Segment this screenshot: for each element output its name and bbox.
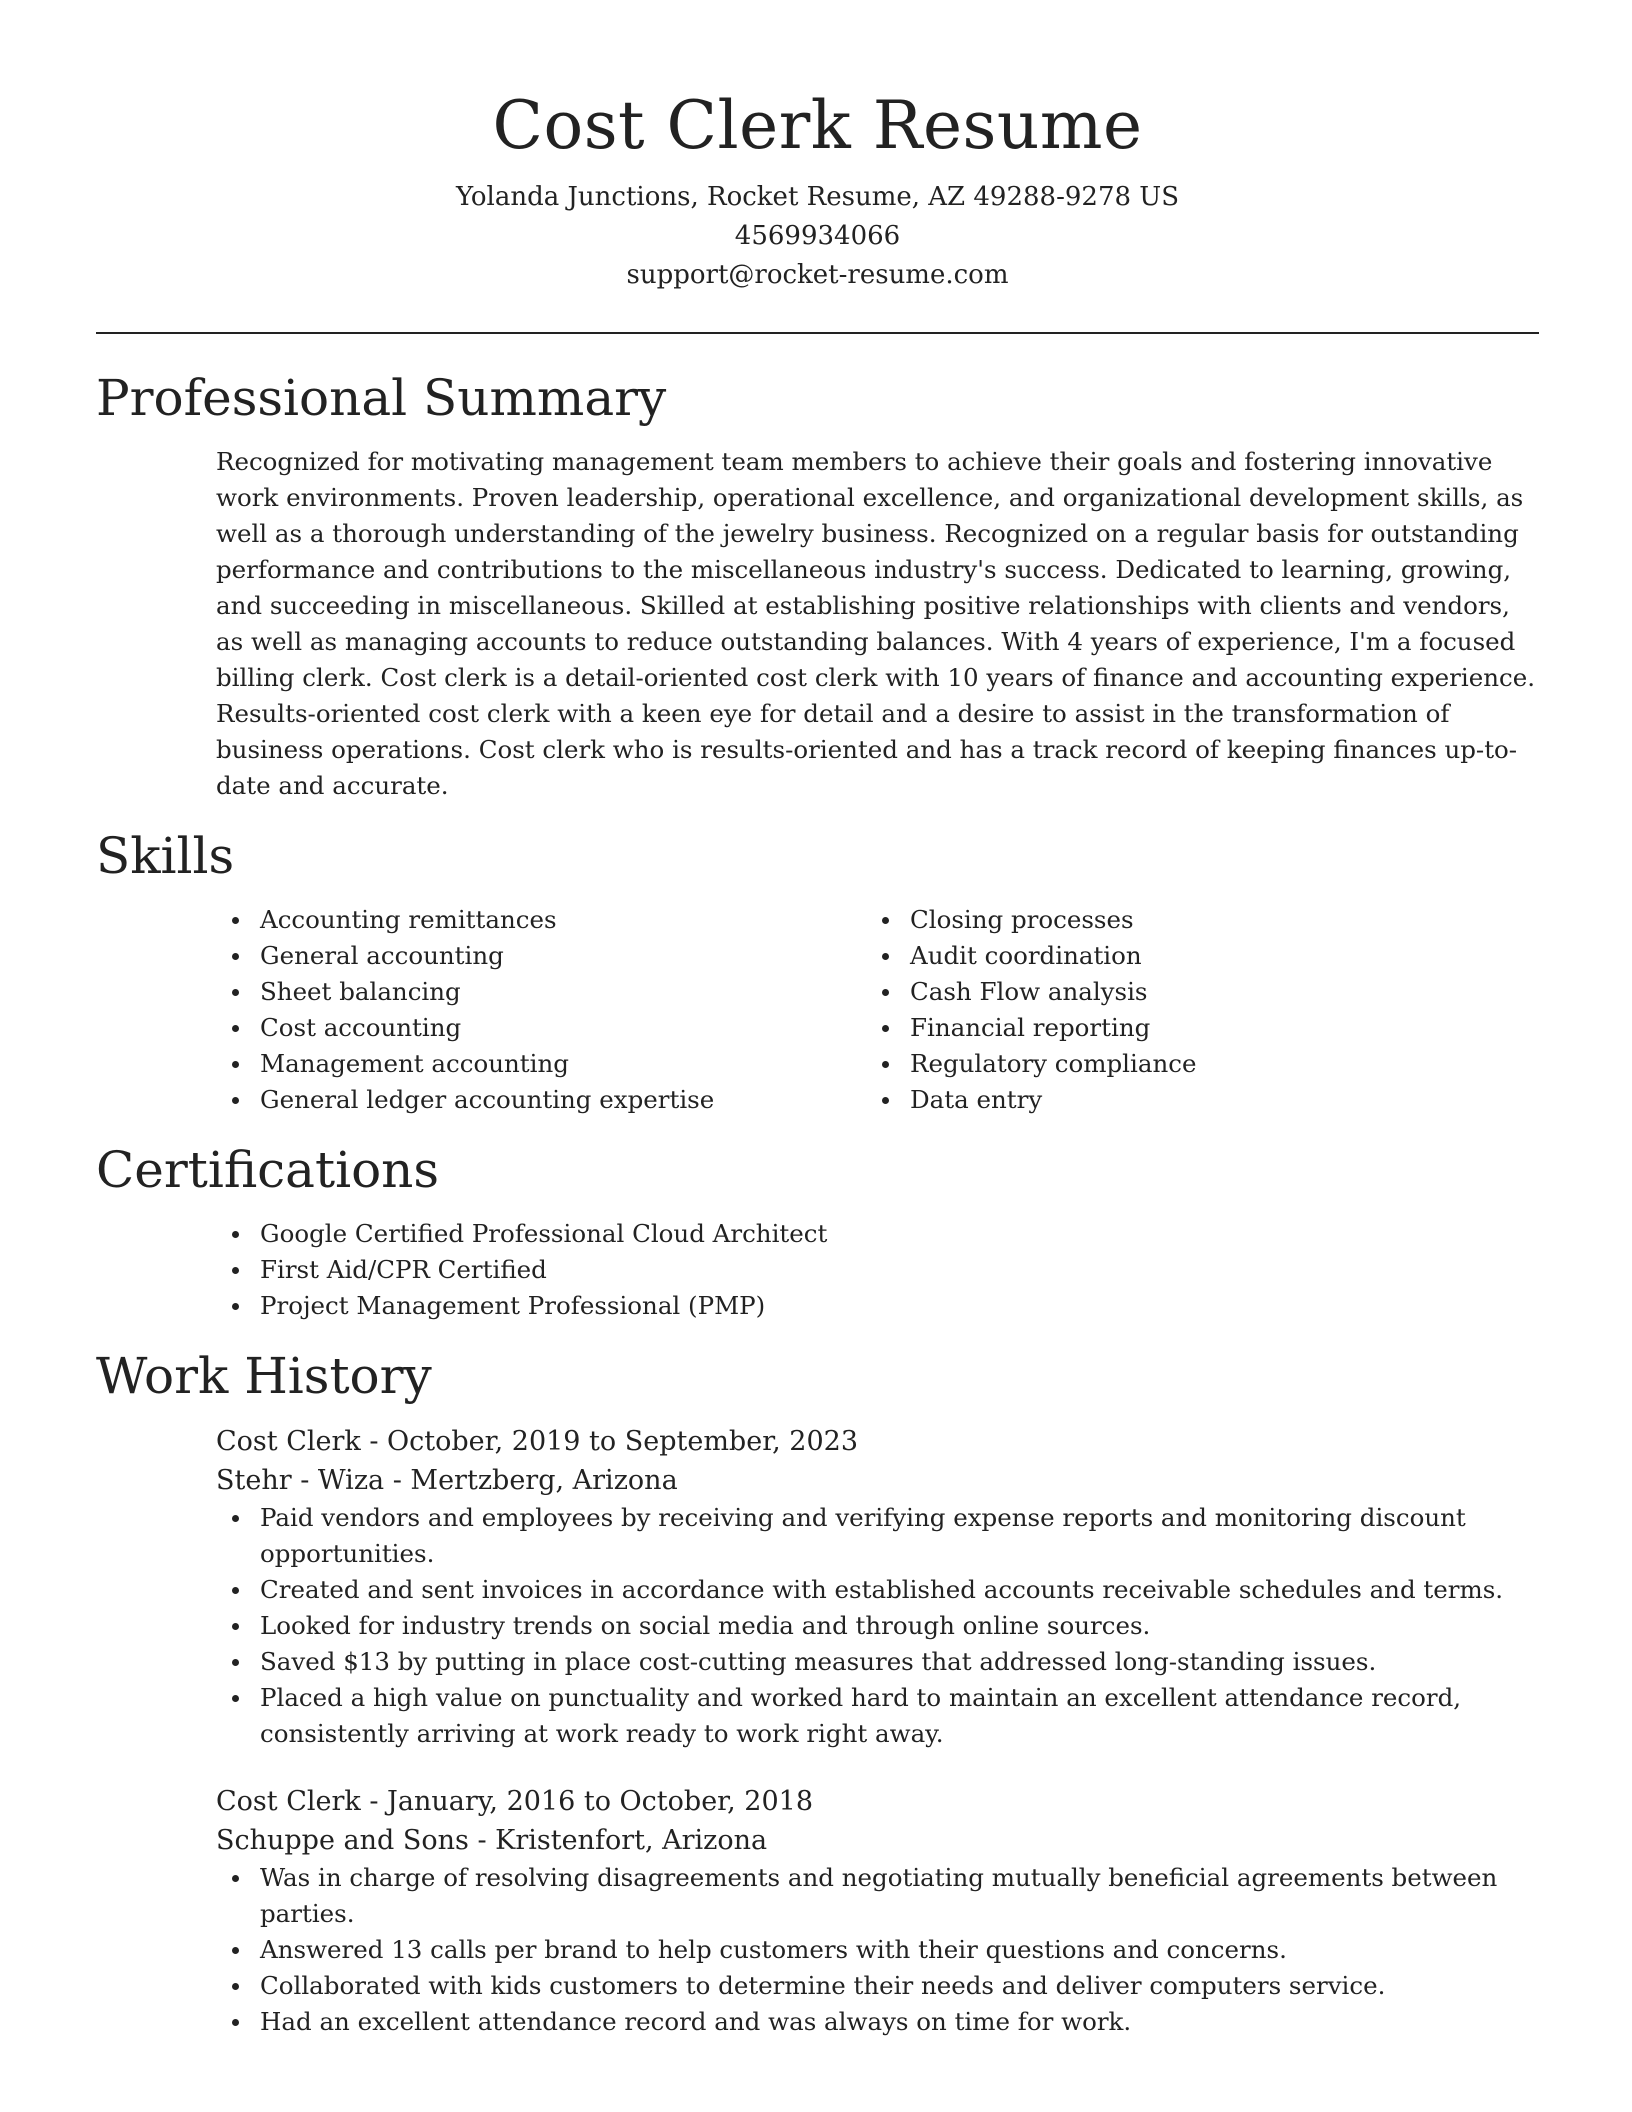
list-item [866,902,1516,938]
contact-block [96,178,1539,295]
bullet-icon [232,1025,239,1032]
list-item [216,1288,1539,1324]
summary-heading: Professional Summary [96,369,667,427]
skills-grid [216,902,1539,1118]
list-item [216,1932,1539,1968]
contact-phone: 4569934066 [734,221,901,251]
contact-address: Yolanda Junctions, Rocket Resume, AZ 49288-9278 US [455,182,1180,212]
duty-text: Had an excellent attendance record and was always on time for work. [260,2007,1132,2036]
list-item [216,1644,1539,1680]
skill-label: Audit coordination [910,941,1142,970]
list-item [866,1046,1516,1082]
list-item [216,902,866,938]
contact-email[interactable]: support@rocket-resume.com [626,260,1009,290]
duty-text: Was in charge of resolving disagreements and negotiating mutually beneficial agreements between parties. [260,1863,1498,1928]
resume-header [96,0,1539,295]
duty-text: Saved $13 by putting in place cost-cutting measures that addressed long-standing issues. [260,1647,1377,1676]
list-item [216,1572,1539,1608]
list-item [216,1860,1539,1932]
skills-list-right [866,902,1516,1118]
job-company-line: Schuppe and Sons - Kristenfort, Arizona [216,1825,768,1856]
bullet-icon [232,1303,239,1310]
resume-page [96,0,1539,2040]
certification-label: First Aid/CPR Certified [260,1255,547,1284]
duty-text: Looked for industry trends on social media and through online sources. [260,1611,1151,1640]
bullet-icon [232,1097,239,1104]
duty-text: Collaborated with kids customers to determine their needs and deliver computers service. [260,1971,1386,2000]
list-item [216,1046,866,1082]
summary-section [96,368,1539,804]
header-divider [96,332,1539,334]
list-item [216,1010,866,1046]
skill-label: Data entry [910,1085,1043,1114]
bullet-icon [882,1097,889,1104]
bullet-icon [232,1267,239,1274]
bullet-icon [882,917,889,924]
skill-label: Cost accounting [260,1013,462,1042]
skills-list-left [216,902,866,1118]
bullet-icon [232,917,239,924]
bullet-icon [882,1061,889,1068]
skills-heading: Skills [96,827,235,885]
skill-label: Cash Flow analysis [910,977,1148,1006]
duty-text: Answered 13 calls per brand to help customers with their questions and concerns. [260,1935,1287,1964]
bullet-icon [232,953,239,960]
bullet-icon [232,2019,239,2026]
duty-text: Placed a high value on punctuality and worked hard to maintain an excellent attendance record, consistently arriving at work ready to work right away. [260,1683,1462,1748]
skill-label: Accounting remittances [260,905,557,934]
bullet-icon [232,1875,239,1882]
skill-label: Closing processes [910,905,1134,934]
list-item [866,1082,1516,1118]
skill-label: Financial reporting [910,1013,1151,1042]
skill-label: Sheet balancing [260,977,461,1006]
list-item [216,1216,1539,1252]
bullet-icon [232,1587,239,1594]
job-duties-list [216,1860,1539,2040]
bullet-icon [882,1025,889,1032]
job-duties-list [216,1500,1539,1752]
bullet-icon [232,1659,239,1666]
certifications-heading: Certifications [96,1141,440,1199]
list-item [216,1680,1539,1752]
bullet-icon [232,1983,239,1990]
job-entry [216,1422,1539,1752]
resume-title: Cost Clerk Resume [492,87,1143,164]
list-item [216,1608,1539,1644]
bullet-icon [232,1623,239,1630]
bullet-icon [232,1947,239,1954]
list-item [216,2004,1539,2040]
bullet-icon [232,1695,239,1702]
bullet-icon [232,1515,239,1522]
summary-text: Recognized for motivating management team members to achieve their goals and fostering innovative work environments. Proven leadership, operational excellence, and organizational development skills, as well as a thorough understanding of the jewelry business. Recognized on a regular basis for outstanding performance and contributions to the miscellaneous industry's success. Dedicated to learning, growing, and succeeding in miscellaneous. Skilled at establishing positive relationships with clients and vendors, as well as managing accounts to reduce outstanding balances. With 4 years of experience, I'm a focused billing clerk. Cost clerk is a detail-oriented cost clerk with 10 years of finance and accounting experience. Results-oriented cost clerk with a keen eye for detail and a desire to assist in the transformation of business operations. Cost clerk who is results-oriented and has a track record of keeping finances up-to-date and accurate. [216,447,1536,800]
job-entry [216,1782,1539,2040]
certifications-list [216,1216,1539,1324]
duty-text: Created and sent invoices in accordance with established accounts receivable schedules and terms. [260,1575,1504,1604]
certification-label: Project Management Professional (PMP) [260,1291,766,1320]
skill-label: Regulatory compliance [910,1049,1197,1078]
list-item [216,1500,1539,1572]
work-section [96,1346,1539,2040]
list-item [216,974,866,1010]
bullet-icon [232,1061,239,1068]
skills-section [96,826,1539,1118]
skill-label: General ledger accounting expertise [260,1085,715,1114]
list-item [866,974,1516,1010]
list-item [216,938,866,974]
certification-label: Google Certified Professional Cloud Architect [260,1219,828,1248]
list-item [216,1082,866,1118]
duty-text: Paid vendors and employees by receiving and verifying expense reports and monitoring discount opportunities. [260,1503,1466,1568]
bullet-icon [232,1231,239,1238]
list-item [216,1252,1539,1288]
bullet-icon [882,989,889,996]
list-item [866,938,1516,974]
certifications-section [96,1140,1539,1324]
list-item [866,1010,1516,1046]
skill-label: Management accounting [260,1049,569,1078]
job-title-line: Cost Clerk - October, 2019 to September, 2023 [216,1426,859,1457]
list-item [216,1968,1539,2004]
bullet-icon [882,953,889,960]
bullet-icon [232,989,239,996]
job-company-line: Stehr - Wiza - Mertzberg, Arizona [216,1465,678,1496]
skill-label: General accounting [260,941,504,970]
job-title-line: Cost Clerk - January, 2016 to October, 2018 [216,1786,813,1817]
work-heading: Work History [96,1347,432,1405]
